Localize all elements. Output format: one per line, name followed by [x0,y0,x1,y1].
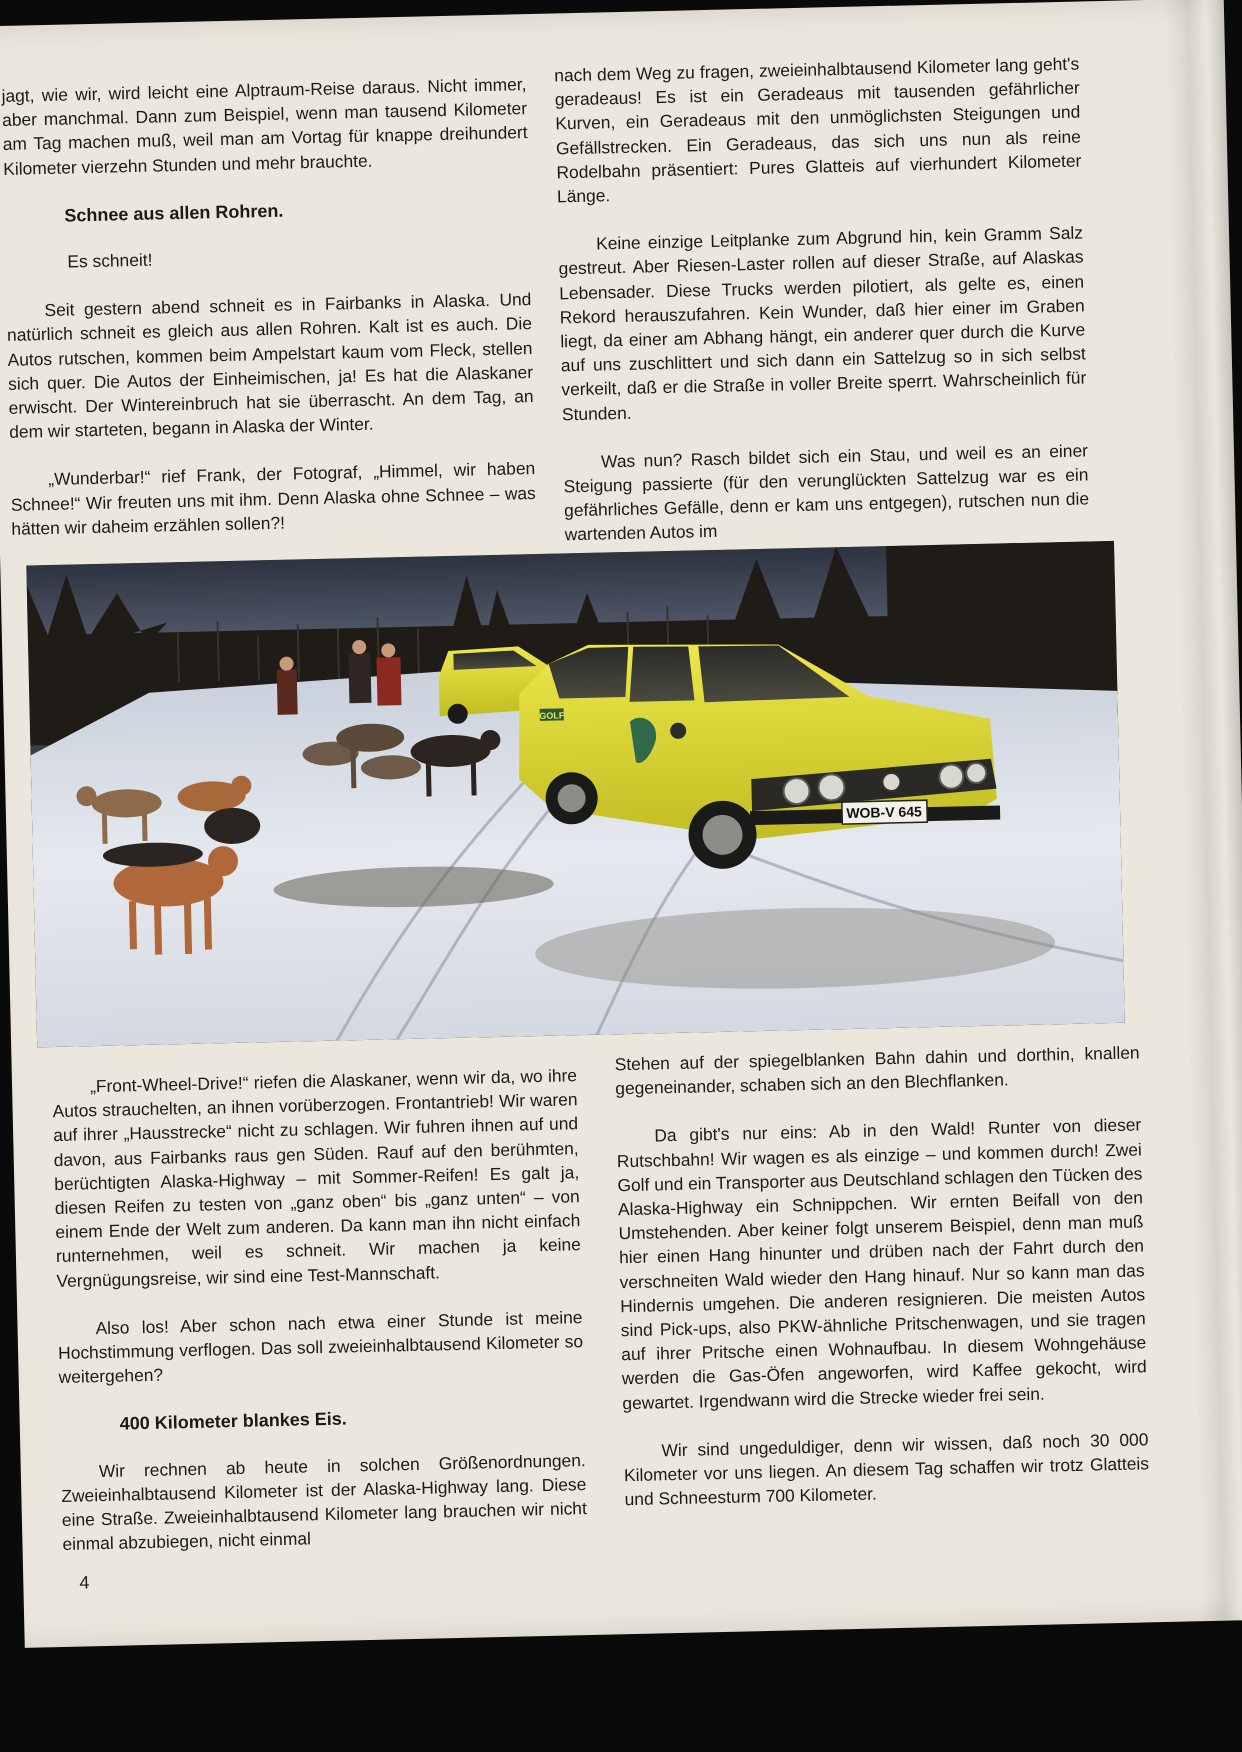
paragraph: Stehen auf der spiegelblanken Bahn dahin und dorthin, knallen gegeneinander, schaben sich an den Blechflanken. [614,1042,1140,1099]
paragraph: Wir rechnen ab heute in solchen Größenordnungen. Zweieinhalbtausend Kilometer ist der Alaska-Highway lang. Diese eine Straße. Zweieinhalbtausend Kilometer lang brauchen wir nicht einmal abzubiegen, nicht einmal [61,1449,588,1555]
column-bottom-left [52,1063,588,1556]
paragraph: Also los! Aber schon nach etwa einer Stunde ist meine Hochstimmung verflogen. Das soll zweieinhalbtausend Kilometer so weitergehen? [57,1306,584,1388]
paragraph: „Front-Wheel-Drive!“ riefen die Alaskaner, wenn wir da, wo ihre Autos strauchelten, an ihnen vorüberzogen. Frontantrieb! Wir waren auf ihrer „Hausstrecke“ nicht zu schlagen. Wir fuhren ihnen auf und davon, aus Fairbanks raus gen Süden. Rauf auf den berühmten, berüchtigten Alaska-Highway – mit Sommer-Reifen! Es galt ja, diesen Reifen zu testen von „ganz oben“ bis „ganz unten“ – von einem Ende der Welt zum anderen. Da kann man ihn nicht einfach runternehmen, weil es schneit. Wir machen ja keine Vergnügungsreise, wir sind eine Test-Mannschaft. [52,1065,582,1291]
paragraph: jagt, wie wir, wird leicht eine Alptraum-Reise daraus. Nicht immer, aber manchmal. Dann zum Beispiel, wenn man tausend Kilometer am Tag machen muß, weil man am Vortag für knappe dreihundert Kilometer vierzehn Stunden und mehr brauchte. [1,74,528,179]
paragraph: „Wunderbar!“ rief Frank, der Fotograf, „Himmel, wir haben Schnee!“ Wir freuten uns mit ihm. Denn Alaska ohne Schnee – was hätten wir daheim erzählen sollen?! [10,458,536,539]
paragraph: Keine einzige Leitplanke zum Abgrund hin, kein Gramm Salz gestreut. Aber Riesen-Laster rollen auf dieser Straße, auf Alaskas Lebensader. Diese Trucks werden pilotiert, als gelte es, einen Rekord herauszufahren. Kein Wunder, daß hier einer im Graben liegt, da einer am Abhang hängt, ein anderer quer durch die Kurve auf uns zuschlittert und sich dann ein Sattelzug so in sich selbst verkeilt, daß er die Straße in voller Breite sperrt. Wahrscheinlich für Stunden. [558,222,1087,424]
photo-sled-dogs-and-golf-cars [26,541,1125,1048]
column-bottom-right [614,1040,1149,1511]
column-top-right [554,52,1090,547]
paragraph: Seit gestern abend schneit es in Fairbanks in Alaska. Und natürlich schneit es gleich aus allen Rohren. Kalt ist es auch. Die Autos rutschen, kommen beim Ampelstart kaum vom Fleck, stellen sich quer. Die Autos der Einheimischen, ja! Es hat die Alaskaner erwischt. Der Wintereinbruch hat sie überrascht. An dem Tag, an dem wir starteten, begann in Alaska der Winter. [6,289,534,443]
license-plate-text: WOB-V 645 [846,803,922,821]
paragraph: Was nun? Rasch bildet sich ein Stau, und weil es an einer Steigung passierte (für den verunglückten Sattelzug war es ein gefährliches Gefälle, denn er kam uns entgegen), rutschen nun die wartenden Autos im [563,440,1090,545]
paragraph: nach dem Weg zu fragen, zweieinhalbtausend Kilometer lang geht's geradeaus! Es ist ein Geradeaus mit tausenden gefährlicher Kurven, ein Geradeaus mit den unmöglichsten Steigungen und Gefällstrecken. Ein Geradeaus, das sich uns nun als reine Rodelbahn präsentiert: Pures Glatteis auf vierhundert Kilometer Länge. [554,53,1082,207]
golf-badge-text: GOLF [539,710,565,721]
section-heading: Schnee aus allen Rohren. [64,200,284,226]
paragraph: Es schneit! [67,249,153,272]
column-top-left [1,72,536,541]
paragraph: Da gibt's nur eins: Ab in den Wald! Runter von dieser Rutschbahn! Wir wagen es als einzige – und kommen durch! Zwei Golf und ein Transporter aus Deutschland schlagen den Tücken des Alaska-Highway ein Schnippchen. Wir ernten Beifall von den Umstehenden. Aber keiner folgt unserem Beispiel, denn man muß hier einen Hang hinunter und drüben nach der Fahrt durch den verschneiten Wald wieder den Hang hinauf. Nur so kann man das Hindernis umgehen. Die anderen resignieren. Die meisten Autos sind Pick-ups, also PKW-ähnliche Pritschenwagen, und sie tragen auf ihrer Pritsche einen Wohnaufbau. In diesem Wohngehäuse werden die Gas-Öfen angeworfen, wird Kaffee gekocht, wird gewartet. Irgendwann wird die Strecke wieder frei sein. [616,1114,1147,1413]
page-spine-shadow [1164,0,1242,1621]
page-number: 4 [79,1572,90,1593]
paragraph: Wir sind ungeduldiger, denn wir wissen, daß noch 30 000 Kilometer vor uns liegen. An diesem Tag schaffen wir trotz Glatteis und Schneesturm 700 Kilometer. [623,1429,1150,1510]
section-heading: 400 Kilometer blankes Eis. [119,1408,348,1435]
